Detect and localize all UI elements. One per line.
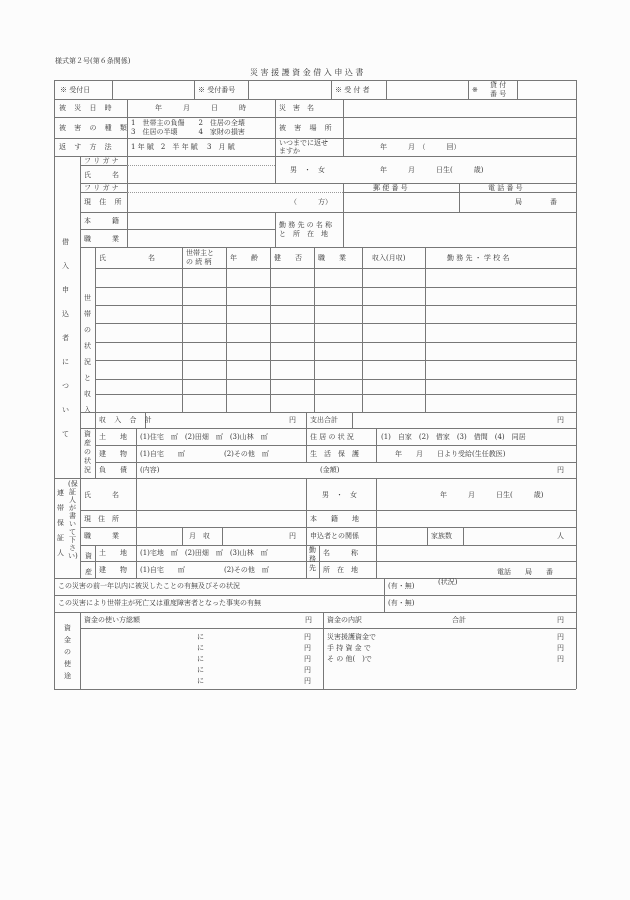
source-yen-3: 円 xyxy=(557,655,564,663)
usage-side-label: 資金の使途 xyxy=(64,624,71,680)
welfare-label: 生 活 保 護 xyxy=(310,450,359,458)
usage-total-label: 資金の使い方総額 xyxy=(84,616,140,624)
divider xyxy=(136,478,137,578)
debt-content[interactable]: (内容) xyxy=(140,466,160,474)
col-name: 氏 名 xyxy=(99,254,155,262)
history-status-1[interactable]: (状況) xyxy=(438,578,458,586)
divider xyxy=(80,628,576,629)
breakdown-sum-yen[interactable]: 円 xyxy=(557,616,564,624)
divider xyxy=(331,80,332,99)
history-answer-1[interactable]: (有・無) xyxy=(388,582,415,590)
occupation-label: 職 業 xyxy=(84,235,119,243)
divider xyxy=(306,412,307,428)
usage-item-4[interactable]: に xyxy=(197,666,204,674)
disaster-datetime-label: 被 災 日 時 xyxy=(59,104,115,112)
divider xyxy=(95,445,576,446)
divider xyxy=(319,545,320,578)
divider xyxy=(468,80,469,99)
divider xyxy=(80,527,576,528)
guarantor-gender[interactable]: 男 ・ 女 xyxy=(322,491,357,499)
divider xyxy=(226,247,227,412)
divider xyxy=(80,212,576,213)
divider xyxy=(425,247,426,412)
divider xyxy=(80,156,81,478)
usage-item-yen-3: 円 xyxy=(304,655,311,663)
monthly-income-yen: 円 xyxy=(289,532,296,540)
divider xyxy=(517,80,518,99)
received-date-label: ※ 受付日 xyxy=(60,86,91,94)
loan-mark: ※ xyxy=(472,86,478,94)
divider xyxy=(182,247,183,412)
divider xyxy=(427,527,428,545)
work-phone[interactable]: 電話 局 番 xyxy=(497,568,553,576)
divider xyxy=(222,527,223,545)
divider xyxy=(80,247,576,248)
loan-number-label-1: 貸 付 xyxy=(490,81,507,89)
housing-status-options[interactable]: (1) 自家 (2) 借家 (3) 借間 (4) 同居 xyxy=(381,433,526,441)
disaster-name-label: 災 害 名 xyxy=(279,104,314,112)
damage-type-options-2[interactable]: 3 住居の半壊 4 家財の損害 xyxy=(131,128,245,136)
work-name-label: 名 称 xyxy=(323,549,358,557)
divider xyxy=(306,428,307,462)
building-label: 建 物 xyxy=(99,450,127,458)
col-relation-2: の 続 柄 xyxy=(186,258,212,266)
usage-item-1[interactable]: に xyxy=(197,633,204,641)
address-care-of[interactable]: （ 方） xyxy=(290,198,332,206)
housing-status-label: 住 居 の 状 況 xyxy=(310,433,354,441)
guarantor-occupation-label: 職 業 xyxy=(84,532,119,540)
usage-item-5[interactable]: に xyxy=(197,677,204,685)
relation-label: 申込者との関係 xyxy=(310,532,359,540)
furigana-label-2: フ リ ガ ナ xyxy=(84,184,119,192)
divider xyxy=(275,156,276,183)
history-question-2: この災害により世帯主が死亡又は重度障害者となった事実の有無 xyxy=(58,599,261,607)
guarantor-name-label: 氏 名 xyxy=(84,491,119,499)
source-yen-1: 円 xyxy=(557,633,564,641)
history-question-1: この災害の前一年以内に被災したことの有無及びその状況 xyxy=(58,582,240,590)
domicile-label: 本 籍 xyxy=(84,217,119,225)
divider xyxy=(95,428,96,478)
divider xyxy=(323,612,324,689)
divider xyxy=(95,268,576,269)
usage-item-yen-5: 円 xyxy=(304,677,311,685)
workplace-label-1: 勤 務 先 の 名 称 xyxy=(279,221,333,229)
applicant-phone-value[interactable]: 局 番 xyxy=(515,198,557,206)
repay-until-label-2: ますか xyxy=(279,147,300,155)
income-total-yen[interactable]: 円 xyxy=(289,416,296,424)
guarantor-land-label: 土 地 xyxy=(99,549,127,557)
land-label: 土 地 xyxy=(99,433,127,441)
guarantor-side-label: 連帯保証人 xyxy=(57,489,64,557)
usage-item-3[interactable]: に xyxy=(197,655,204,663)
applicant-name-label: 氏 名 xyxy=(84,171,119,179)
workplace-label-2: と 所 在 地 xyxy=(279,230,328,238)
divider xyxy=(343,183,344,247)
divider xyxy=(95,360,576,361)
divider xyxy=(95,287,576,288)
repay-until-value[interactable]: 年 月 （ 回） xyxy=(380,143,461,151)
guarantor-address-label: 現 住 所 xyxy=(84,515,119,523)
guarantor-domicile-label: 本 籍 地 xyxy=(310,515,359,523)
divider xyxy=(80,229,275,230)
divider xyxy=(376,428,377,462)
received-number-label: ※ 受付番号 xyxy=(198,86,236,94)
guarantor-note: (保証人が書いて下さい) xyxy=(68,480,78,560)
guarantor-asset-side: 資産 xyxy=(85,552,92,576)
receiver-label: ※ 受 付 者 xyxy=(335,86,370,94)
divider xyxy=(194,80,195,99)
col-occupation: 職 業 xyxy=(318,254,346,262)
border-right xyxy=(576,80,577,689)
divider xyxy=(362,247,363,412)
divider xyxy=(54,612,576,613)
furigana-label: フ リ ガ ナ xyxy=(84,157,119,165)
divider xyxy=(270,247,271,412)
form-title: 災 害 援 護 資 金 借 入 申 込 書 xyxy=(250,68,364,77)
divider xyxy=(127,192,343,193)
divider xyxy=(54,117,576,118)
divider xyxy=(95,379,576,380)
building-detail-1[interactable]: (1)自宅 ㎡ xyxy=(140,450,185,458)
building-detail-2[interactable]: (2)その他 ㎡ xyxy=(224,450,269,458)
divider xyxy=(182,527,183,545)
divider xyxy=(54,478,576,479)
divider xyxy=(95,462,576,463)
divider xyxy=(386,80,387,99)
welfare-value[interactable]: 年 月 日より受給(生任教医) xyxy=(395,450,506,458)
applicant-gender[interactable]: 男 ・ 女 xyxy=(290,166,325,174)
divider xyxy=(95,305,576,306)
address-label: 現 住 所 xyxy=(84,198,125,206)
usage-total-yen[interactable]: 円 xyxy=(305,616,312,624)
divider xyxy=(306,478,307,578)
divider xyxy=(248,80,249,99)
divider xyxy=(95,545,96,578)
guarantor-building-label: 建 物 xyxy=(99,566,127,574)
divider xyxy=(80,478,81,578)
usage-item-2[interactable]: に xyxy=(197,644,204,652)
work-address-label: 所 在 地 xyxy=(323,566,358,574)
damage-type-options-1[interactable]: 1 世帯主の負傷 2 住居の全壊 xyxy=(131,119,245,127)
postal-code-header: 郵 便 番 号 xyxy=(373,184,408,192)
guarantor-land-detail[interactable]: (1)宅地 ㎡ (2)田畑 ㎡ (3)山林 ㎡ xyxy=(140,549,268,557)
divider xyxy=(95,394,576,395)
border-bottom xyxy=(54,689,576,690)
family-count-unit: 人 xyxy=(557,532,564,540)
divider xyxy=(80,192,127,193)
guarantor-name-field[interactable] xyxy=(140,482,304,508)
applicant-birth[interactable]: 年 月 日生( 歳) xyxy=(380,166,484,174)
damage-place-label: 被 害 場 所 xyxy=(279,124,335,132)
divider xyxy=(54,595,576,596)
divider xyxy=(376,478,377,545)
debt-yen: 円 xyxy=(557,466,564,474)
divider xyxy=(275,99,276,156)
col-relation-1: 世帯主と xyxy=(186,249,214,257)
divider xyxy=(376,545,377,578)
border-left xyxy=(54,80,55,689)
divider xyxy=(463,527,464,545)
loan-number-label-2: 番 号 xyxy=(490,90,507,98)
divider xyxy=(80,561,576,562)
divider xyxy=(314,247,315,412)
guarantor-birth[interactable]: 年 月 日生( 歳) xyxy=(440,491,544,499)
family-count-label: 家族数 xyxy=(431,532,452,540)
source-yen-2: 円 xyxy=(557,644,564,652)
col-health: 健 否 xyxy=(274,254,302,262)
damage-type-label: 被 害 の 種 類 xyxy=(59,124,130,132)
breakdown-sum-label: 合計 xyxy=(452,616,466,624)
guarantor-building-detail-1[interactable]: (1)自宅 ㎡ xyxy=(140,566,185,574)
source-relief-fund[interactable]: 災害援護資金で xyxy=(327,633,376,641)
divider xyxy=(80,165,127,166)
col-workplace-school: 勤 務 先 ・ 学 校 名 xyxy=(447,254,510,262)
work-side-label: 勤務先 xyxy=(309,546,316,572)
divider xyxy=(384,578,385,612)
usage-item-yen-4: 円 xyxy=(304,666,311,674)
source-other[interactable]: そ の 他( )で xyxy=(327,655,372,663)
repay-method-label: 返 す 方 法 xyxy=(59,143,115,151)
guarantor-building-detail-2[interactable]: (2)その他 ㎡ xyxy=(224,566,269,574)
debt-label: 負 債 xyxy=(99,466,127,474)
divider xyxy=(80,612,81,689)
assets-side-label: 資産の状況 xyxy=(84,430,91,474)
divider xyxy=(95,342,576,343)
divider xyxy=(80,545,576,546)
land-detail[interactable]: (1)住宅 ㎡ (2)田畑 ㎡ (3)山林 ㎡ xyxy=(140,433,268,441)
debt-amount[interactable]: (金額) xyxy=(320,466,340,474)
divider xyxy=(54,156,576,157)
expense-total-yen[interactable]: 円 xyxy=(557,416,564,424)
usage-item-yen-2: 円 xyxy=(304,644,311,652)
repay-until-label-1: いつまでに返せ xyxy=(279,139,328,147)
household-side-label: 世帯の状況と収入 xyxy=(84,294,91,414)
divider xyxy=(95,247,96,428)
divider xyxy=(80,428,576,429)
applicant-name-field[interactable] xyxy=(130,167,273,181)
divider xyxy=(80,510,576,511)
divider xyxy=(136,428,137,478)
divider xyxy=(54,99,576,100)
history-answer-2[interactable]: (有・無) xyxy=(388,599,415,607)
monthly-income-label: 月 収 xyxy=(189,532,210,540)
disaster-datetime-value[interactable]: 年 月 日 時 xyxy=(155,104,246,112)
expense-total-label: 支出合計 xyxy=(310,416,338,424)
divider xyxy=(112,80,113,99)
col-income: 収入(月収) xyxy=(372,254,406,262)
divider xyxy=(127,165,275,166)
form-number: 様式第２号(第６条関係) xyxy=(55,57,131,65)
repay-method-options[interactable]: 1 年 賦 2 半 年 賦 3 月 賦 xyxy=(131,143,235,151)
divider xyxy=(127,156,128,247)
divider xyxy=(352,412,353,428)
usage-item-yen-1: 円 xyxy=(304,633,311,641)
income-total-label: 収 入 合 計 xyxy=(99,416,155,424)
divider xyxy=(80,412,576,413)
divider xyxy=(343,99,344,156)
col-age: 年 齢 xyxy=(230,254,258,262)
divider xyxy=(54,578,576,579)
phone-number-header: 電 話 番 号 xyxy=(488,184,523,192)
received-date-field[interactable] xyxy=(115,82,193,98)
divider xyxy=(459,183,460,212)
breakdown-label: 資金の内訳 xyxy=(327,616,362,624)
applicant-side-label: 借入申込者について xyxy=(62,238,69,438)
source-own-funds[interactable]: 手 持 資 金 で xyxy=(327,644,371,652)
divider xyxy=(275,212,276,247)
divider xyxy=(95,323,576,324)
